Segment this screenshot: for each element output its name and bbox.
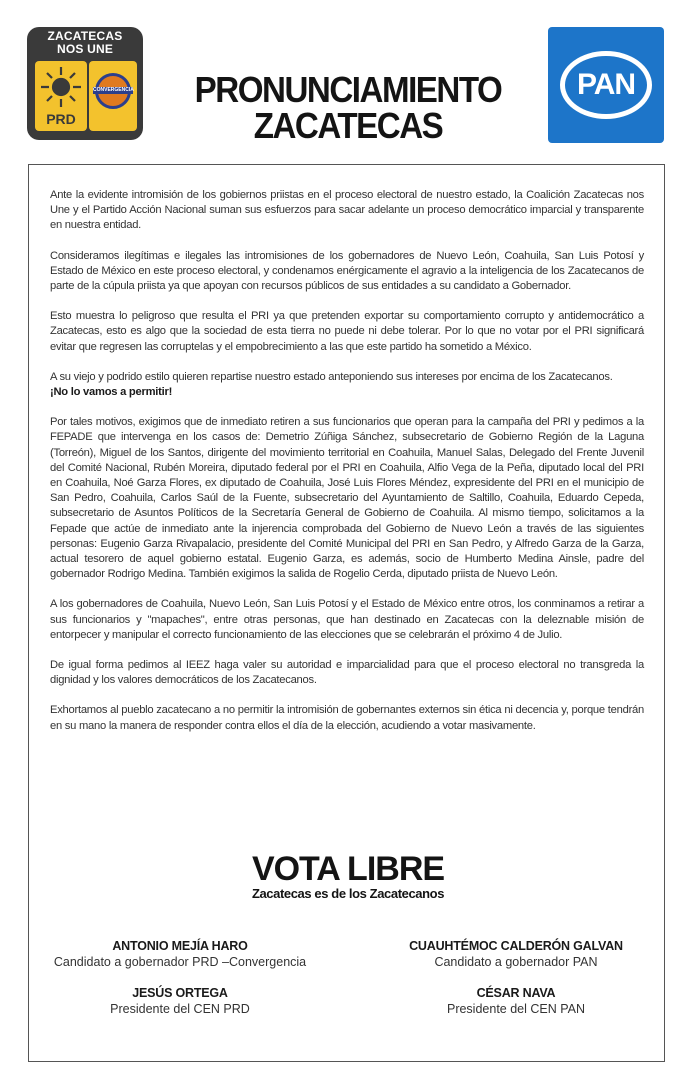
signatory-role: Presidente del CEN PRD [110,1002,250,1016]
title-line-2: ZACATECAS [253,105,443,146]
logo-banner-line-2: NOS UNE [56,42,114,56]
logo-banner [27,27,143,57]
paragraph-1: Ante la evidente intromisión de los gobiernos priistas en el proceso electoral de nuestro estado, la Coalición Zacatecas nos Une y el Partido Acción Nacional suman sus esfuerzos para sacar adelante un proceso democrático imparcial y transparente en nuestra entidad. [50,189,644,232]
slogan-sub: Zacatecas es de los Zacatecanos [251,886,445,901]
statement-body [50,188,644,749]
signature-block [40,985,320,1017]
signatory-name: CÉSAR NAVA [476,986,556,1000]
paragraph-2: Consideramos ilegítimas e ilegales las intromisiones de los gobernadores de Nuevo León, Coahuila, San Luis Potosí y Estado de México en este proceso electoral, y condenamos enérgicamente el agravio a la inteligencia de los Zacatecanos de parte de la cúpula priista ya que apoyan con recursos públicos de sus entidades a su candidato a Gobernador. [50,249,644,293]
zacatecas-nos-une-logo [27,27,143,140]
emphasis-text: ¡No lo vamos a permitir! [50,386,173,399]
signature-block [376,938,656,970]
signatory-name: JESÚS ORTEGA [132,986,228,1000]
prd-label: PRD [46,111,76,127]
pan-logo [548,27,664,143]
page-title [175,69,521,146]
pan-label: PAN [565,56,647,114]
signatory-name: CUAUHTÉMOC CALDERÓN GALVAN [409,939,623,953]
paragraph-3: Esto muestra lo peligroso que resulta el PRI ya que pretenden exportar su comportamiento corrupto y antidemocrático a Zacatecas, esto es algo que la sociedad de esta tierra no puede ni debe tolerar. Por lo que no votar por el PRI significará evitar que regresen las corruptelas y el empobrecimiento a las que este partido ha sometido a México. [50,310,644,353]
signatory-role: Candidato a gobernador PRD –Convergencia [53,955,307,969]
paragraph-5: Por tales motivos, exigimos que de inmediato retiren a sus funcionarios que operan para la campaña del PRI y pedimos a la FEPADE que intervenga en los casos de: Demetrio Zúñiga Sánchez, subsecretario de Gobierno Región de la Laguna (Torreón), Miguel de los Santos, dirigente del movimiento territorial en Coahuila, Manuel Salas, Delegado del Frente Juvenil del Comité Nacional, Rubén Moreira, diputado federal por el PRI en Coahuila, Alfio Vega de la Peña, diputado local del PRI en Coahuila, Noé Garza Flores, ex diputado de Coahuila, José Luis Flores Méndez, expresidente del PRI en el municipio de San Pedro, Coahuila, Carlos Saúl de la Fuente, subsecretario del Ayuntamiento de Saltillo, Coahuila, Eduardo Cepeda, subsecretario de Asuntos Políticos de la Secretaría General de Gobierno de Coahuila. Al mismo tiempo, solicitamos a la Fepade que actúe de inmediato ante la injerencia comprobada del Gobierno de Nuevo León a través de las siguientes personas: Eugenio Garza Rivapalacio, presidente del Comité Municipal del PRI en San Pedro, y Alfredo Garza de la Garza, actual tesorero de aquel gobierno estatal. Eugenio Garza, es además, socio de Humberto Medina Ainsle, padre del gobernador Rodrigo Medina. También exigimos la salida de Rogelio Cerda, diputado priista de Nuevo León. [50,416,644,581]
title-line-1: PRONUNCIAMIENTO [194,69,502,110]
signatory-name: ANTONIO MEJÍA HARO [112,939,248,953]
logo-banner-line-1: ZACATECAS [47,29,123,43]
pan-oval [560,51,652,119]
convergencia-label: CONVERGENCIA [93,87,134,93]
sun-icon [35,63,87,111]
paragraph-4-text: A su viejo y podrido estilo quieren repartise nuestro estado anteponiendo sus intereses por encima de los Zacatecanos. [50,370,613,383]
signatory-role: Candidato a gobernador PAN [434,955,598,969]
paragraph-8: Exhortamos al pueblo zacatecano a no permitir la intromisión de gobernantes externos sin ética ni decencia y, porque tendrán en su mano la manera de responder contra ellos el día de la elección, acudiendo a votar masivamente. [50,704,644,732]
signature-block [376,985,656,1017]
signatory-role: Presidente del CEN PAN [446,1002,586,1016]
slogan-main: VOTA LIBRE [251,850,445,888]
convergencia-logo [89,61,137,131]
paragraph-4 [50,370,644,400]
prd-logo [35,61,87,131]
signature-block [40,938,320,970]
paragraph-7: De igual forma pedimos al IEEZ haga valer su autoridad e imparcialidad para que el proceso electoral no transgreda la dignidad y los valores democráticos de los Zacatecanos. [50,659,644,687]
paragraph-6: A los gobernadores de Coahuila, Nuevo León, San Luis Potosí y el Estado de México entre otros, los conminamos a retirar a sus funcionarios y "mapaches", entre otras personas, que han destinado en Zacatecas con la deleznable misión de entorpecer y manipular el correcto funcionamiento de las elecciones que se celebrarán el próximo 4 de Julio. [50,598,644,641]
